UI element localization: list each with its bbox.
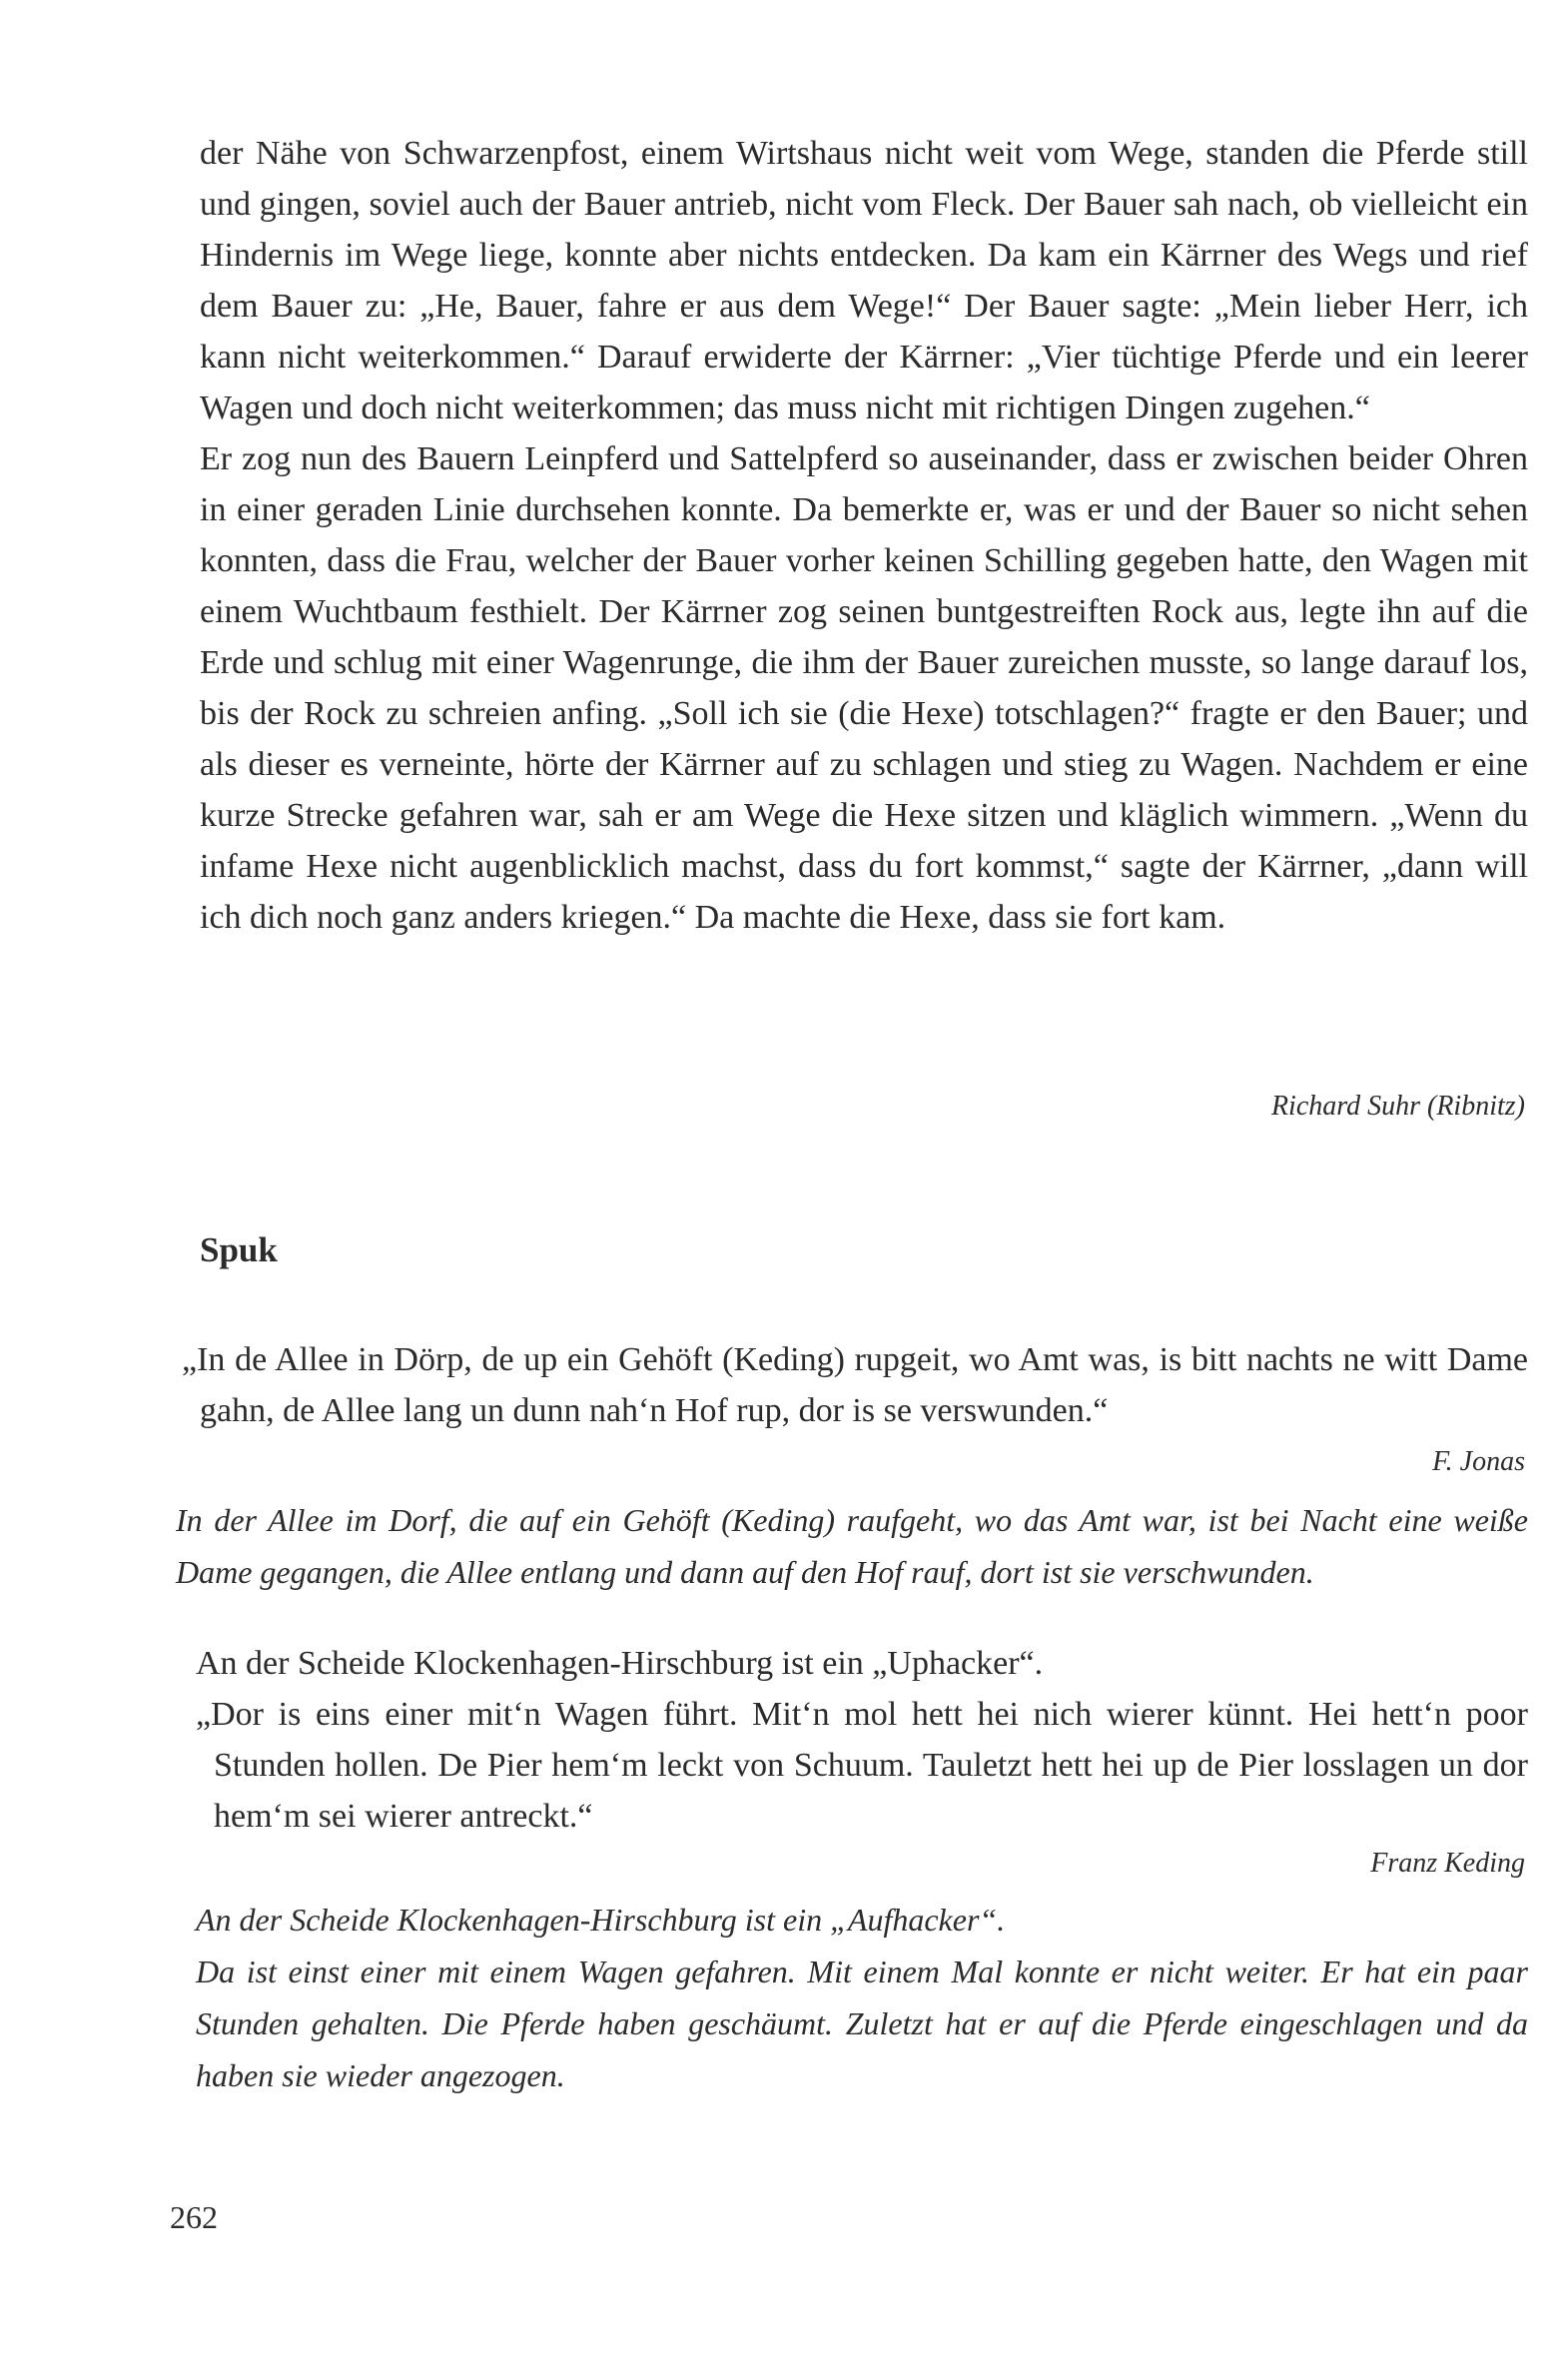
story-1-paragraph-2: Er zog nun des Bauern Leinpferd und Sattelpferd so auseinander, dass er zwischen beider Ohren in einer geraden Linie durchsehen konnte. Da bemerkte er, was er und der Bauer so nicht sehen konnten, dass die Frau, welcher der Bauer vorher keinen Schilling gegeben hatte, den Wagen mit einem Wuchtbaum festhielt. Der Kärrner zog seinen buntgestreiften Rock aus, legte ihn auf die Erde und schlug mit einer Wagenrunge, die ihm der Bauer zureichen musste, so lange darauf los, bis der Rock zu schreien anfing. „Soll ich sie (die Hexe) totschlagen?“ fragte er den Bauer; und als dieser es verneinte, hörte der Kärrner auf zu schlagen und stieg zu Wagen. Nachdem er eine kurze Strecke gefahren war, sah er am Wege die Hexe sitzen und kläglich wimmern. „Wenn du infame Hexe nicht augenblicklich machst, dass du fort kommst,“ sagte der Kärrner, „dann will ich dich noch ganz anders kriegen.“ Da machte die Hexe, dass sie fort kam. — [200, 440, 1528, 936]
story-3-dialect-text: „Dor is eins einer mit‘n Wagen führt. Mit‘n mol hett hei nich wierer künnt. Hei hett‘n poor Stunden hollen. De Pier hem‘m leckt von Schuum. Tauletzt hett hei up de Pier losslagen un dor hem‘m sei wierer antreckt.“ — [196, 1696, 1528, 1835]
story-1-text — [200, 128, 1528, 943]
story-2-translation-text: In der Allee im Dorf, die auf ein Gehöft (Keding) raufgeht, wo das Amt war, ist bei Nacht eine weiße Dame gegangen, die Allee entlang und dann auf den Hof rauf, dort ist sie verschwunden. — [176, 1502, 1528, 1590]
story-3-translation-line-2: Da ist einst einer mit einem Wagen gefahren. Mit einem Mal konnte er nicht weiter. Er hat ein paar Stunden gehalten. Die Pferde haben geschäumt. Zuletzt hat er auf die Pferde eingeschlagen und da haben sie wieder angezogen. — [196, 1954, 1528, 2093]
story-3-attribution: Franz Keding — [1370, 1848, 1525, 1879]
section-heading: Spuk — [200, 1230, 278, 1269]
story-1-attribution: Richard Suhr (Ribnitz) — [1270, 1091, 1525, 1122]
story-1-paragraph-1: der Nähe von Schwarzenpfost, einem Wirtshaus nicht weit vom Wege, standen die Pferde still und gingen, soviel auch der Bauer antrieb, nicht vom Fleck. Der Bauer sah nach, ob vielleicht ein Hindernis im Wege liege, konnte aber nichts entdecken. Da kam ein Kärrner des Wegs und rief dem Bauer zu: „He, Bauer, fahre er aus dem Wege!“ Der Bauer sagte: „Mein lieber Herr, ich kann nicht weiterkommen.“ Darauf erwiderte der Kärrner: „Vier tüchtige Pferde und ein leerer Wagen und doch nicht weiterkommen; das muss nicht mit richtigen Dingen zugehen.“ — [200, 135, 1528, 426]
story-2-dialect — [182, 1334, 1528, 1436]
story-3-dialect — [196, 1638, 1528, 1842]
story-3-translation-line-1: An der Scheide Klockenhagen-Hirschburg ist ein „Aufhacker“. — [196, 1902, 1006, 1938]
story-2-translation — [176, 1494, 1528, 1598]
page-number: 262 — [170, 2199, 218, 2235]
story-3-intro: An der Scheide Klockenhagen-Hirschburg ist ein „Uphacker“. — [196, 1645, 1044, 1682]
story-3-translation — [196, 1894, 1528, 2101]
story-2-dialect-text: „In de Allee in Dörp, de up ein Gehöft (Keding) rupgeit, wo Amt was, is bitt nachts ne witt Dame gahn, de Allee lang un dunn nah‘n Hof rup, dor is se verswunden.“ — [182, 1341, 1528, 1429]
story-2-attribution: F. Jonas — [1432, 1446, 1525, 1477]
